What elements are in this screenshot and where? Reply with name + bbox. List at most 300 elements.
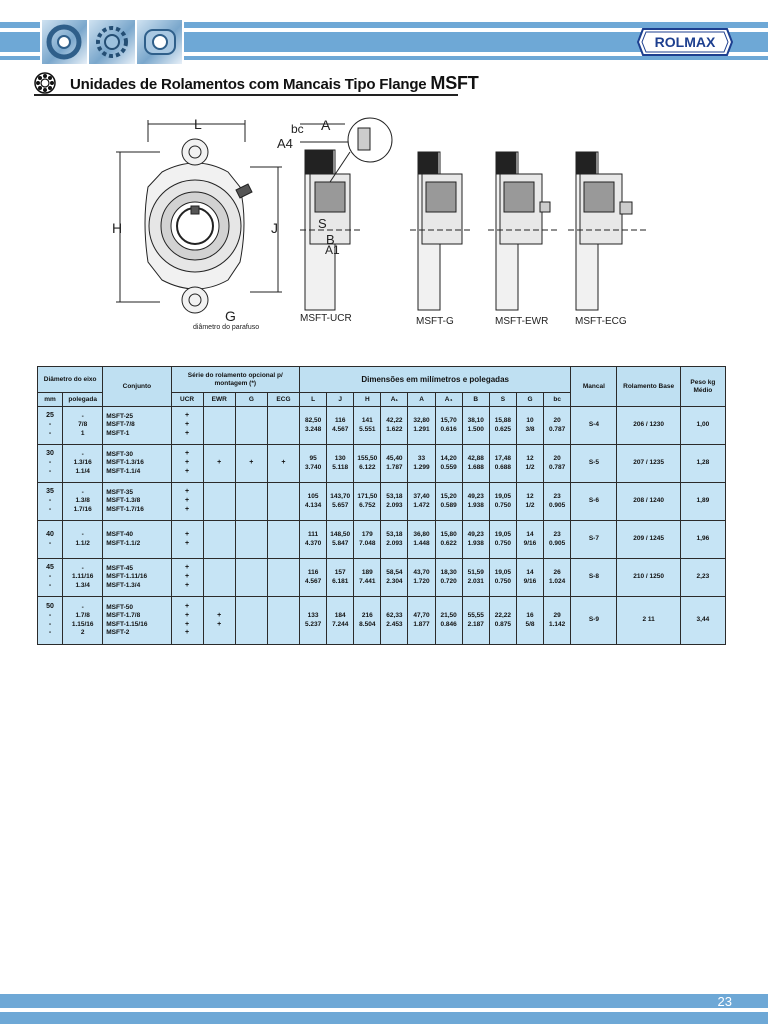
- cell-line: 15,80: [440, 531, 457, 539]
- cell-line: 21,50: [440, 612, 457, 620]
- cell-line: 0.589: [440, 501, 457, 509]
- th-S: S: [489, 393, 516, 407]
- cell-line: 15,70: [440, 417, 457, 425]
- cell-line: 141: [361, 417, 373, 425]
- cell-line: 1.877: [413, 620, 430, 628]
- cell-line: 55,55: [467, 612, 484, 620]
- cell-line: 1.299: [413, 463, 430, 471]
- th-A: A: [408, 393, 435, 407]
- gear-photo: [89, 20, 134, 64]
- cell-line: 20: [553, 417, 561, 425]
- cell-line: 53,18: [386, 493, 403, 501]
- cell-ewr: [203, 483, 235, 521]
- cell-G: [516, 521, 543, 559]
- cell-J: [327, 597, 354, 645]
- technical-drawings: [100, 112, 660, 342]
- cell-ucr: [171, 483, 203, 521]
- cell-set: [103, 407, 171, 445]
- cell-line: 0.622: [440, 539, 457, 547]
- cell-inch: [63, 521, 103, 559]
- cell-line: 0.616: [440, 425, 457, 433]
- cell-bearing: 206 / 1230: [617, 407, 680, 445]
- cell-A: [408, 521, 435, 559]
- cell-L: [300, 445, 327, 483]
- cell-line: 0.559: [440, 463, 457, 471]
- cell-line: 82,50: [304, 417, 322, 425]
- cell-line: -: [81, 604, 84, 612]
- cell-ecg: [267, 407, 299, 445]
- cell-line: -: [48, 429, 52, 437]
- cell-line: -: [48, 459, 52, 467]
- th-dims: Dimensões em milímetros e polegadas: [300, 367, 571, 393]
- cell-line: 133: [307, 612, 319, 620]
- header-photo-strip: [40, 20, 184, 64]
- cell-line: MSFT-1.3/16: [106, 459, 144, 467]
- cell-S: [489, 483, 516, 521]
- cell-line: MSFT-1.15/16: [106, 620, 148, 628]
- cell-mm: [38, 445, 63, 483]
- cell-A4: [435, 407, 462, 445]
- cell-line: -: [48, 581, 52, 589]
- cell-line: +: [185, 603, 190, 610]
- cell-line: 36,80: [413, 531, 430, 539]
- cell-line: 2.453: [386, 620, 403, 628]
- cell-line: 95: [309, 455, 317, 463]
- cell-line: 0.750: [494, 501, 511, 509]
- cell-line: 7.048: [359, 539, 376, 547]
- cell-line: 19,05: [494, 569, 511, 577]
- cell-line: 8.504: [359, 620, 376, 628]
- cell-line: 1.1/2: [75, 539, 90, 547]
- cell-line: 45,40: [386, 455, 403, 463]
- cell-line: -: [48, 629, 52, 637]
- cell-line: 7/8: [78, 421, 88, 429]
- cell-set: [103, 483, 171, 521]
- cell-A: [408, 559, 435, 597]
- cell-weight: 3,44: [680, 597, 725, 645]
- cell-line: 4.567: [332, 425, 349, 433]
- cell-line: 53,18: [386, 531, 403, 539]
- cell-A1: [381, 597, 408, 645]
- cell-line: 15,88: [494, 417, 511, 425]
- cell-line: 1.472: [413, 501, 430, 509]
- cell-A4: [435, 597, 462, 645]
- cell-g-series: [235, 597, 267, 645]
- th-A1: A₁: [381, 393, 408, 407]
- cell-set: [103, 559, 171, 597]
- cell-line: 171,50: [357, 493, 378, 501]
- cell-ewr: [203, 445, 235, 483]
- cell-mm: [38, 483, 63, 521]
- cell-line: +: [185, 467, 190, 475]
- page-number: 23: [717, 994, 732, 1009]
- cell-line: 3/8: [525, 425, 535, 433]
- cell-line: 105: [307, 493, 319, 501]
- cell-A1: [381, 559, 408, 597]
- cell-ucr: [171, 559, 203, 597]
- cell-line: +: [185, 530, 190, 538]
- cell-line: 25: [46, 412, 54, 420]
- model-code: MSFT: [430, 73, 479, 93]
- cell-ucr: [171, 521, 203, 559]
- cell-line: 0.750: [494, 577, 511, 585]
- cell-B: [462, 597, 489, 645]
- cell-S: [489, 521, 516, 559]
- cell-line: +: [185, 620, 190, 628]
- variant-ucr-label: MSFT-UCR: [300, 313, 352, 324]
- cell-A4: [435, 559, 462, 597]
- variant-g-label: MSFT-G: [416, 316, 454, 327]
- cell-mm: [38, 407, 63, 445]
- cell-line: 6.122: [359, 463, 376, 471]
- cell-line: 22,22: [494, 612, 511, 620]
- cell-line: 15,20: [440, 493, 457, 501]
- cell-line: 1.7/8: [75, 612, 90, 620]
- cell-A: [408, 407, 435, 445]
- cell-B: [462, 445, 489, 483]
- cell-line: 7.244: [332, 620, 349, 628]
- cell-inch: [63, 597, 103, 645]
- cell-A4: [435, 521, 462, 559]
- cell-line: 148,50: [330, 531, 351, 539]
- th-shaft-dia: Diâmetro do eixo: [38, 367, 103, 393]
- cell-H: [354, 521, 381, 559]
- cell-housing: S-8: [571, 559, 617, 597]
- cell-ewr: [203, 407, 235, 445]
- cell-S: [489, 597, 516, 645]
- cell-H: [354, 483, 381, 521]
- cell-line: -: [48, 620, 52, 628]
- table-row: [38, 445, 726, 483]
- cell-line: 2.093: [386, 539, 403, 547]
- cell-ewr: [203, 559, 235, 597]
- cell-line: MSFT-1.1/4: [106, 467, 141, 475]
- cell-line: 5.847: [332, 539, 349, 547]
- cell-ucr: [171, 445, 203, 483]
- cell-A: [408, 597, 435, 645]
- th-ewr: EWR: [203, 393, 235, 407]
- cell-line: +: [217, 620, 222, 628]
- dim-A4-label: A4: [277, 136, 293, 151]
- cell-line: 0.846: [440, 620, 457, 628]
- cell-bearing: 2 11: [617, 597, 680, 645]
- cell-line: +: [185, 450, 190, 458]
- dim-A-label: A: [321, 117, 331, 133]
- cell-line: MSFT-1.3/8: [106, 497, 141, 505]
- cell-bc: [544, 559, 571, 597]
- th-J: J: [327, 393, 354, 407]
- cell-A: [408, 445, 435, 483]
- th-housing: Mancal: [571, 367, 617, 407]
- footer-band: [0, 994, 768, 1024]
- cell-set: [103, 597, 171, 645]
- cell-line: 9/16: [523, 539, 537, 547]
- cell-line: +: [185, 459, 190, 467]
- cell-g-series: [235, 483, 267, 521]
- cell-line: 47,70: [413, 612, 430, 620]
- cell-J: [327, 407, 354, 445]
- cell-g-series: [235, 445, 267, 483]
- specs-table-wrap: [37, 366, 726, 646]
- dim-A1-label: A1: [325, 243, 340, 257]
- cell-line: 20: [553, 455, 561, 463]
- cell-line: 1.291: [413, 425, 430, 433]
- cell-line: 6.752: [359, 501, 376, 509]
- cell-inch: [63, 445, 103, 483]
- cell-set: [103, 445, 171, 483]
- cell-inch: [63, 559, 103, 597]
- cell-A4: [435, 445, 462, 483]
- cell-line: MSFT-1.1/2: [106, 539, 141, 547]
- cell-B: [462, 559, 489, 597]
- th-G: G: [516, 393, 543, 407]
- cell-line: 12: [526, 455, 534, 463]
- cell-g-series: [235, 407, 267, 445]
- cell-line: 1.938: [467, 539, 484, 547]
- cell-S: [489, 559, 516, 597]
- cell-g-series: [235, 559, 267, 597]
- table-row: [38, 597, 726, 645]
- dim-L-label: L: [194, 116, 202, 132]
- cell-line: 3.248: [304, 425, 322, 433]
- logo-text: ROLMAX: [654, 34, 716, 50]
- cell-line: +: [185, 412, 190, 420]
- cell-line: 157: [334, 569, 346, 577]
- cell-mm: [38, 559, 63, 597]
- cell-line: 5.551: [359, 425, 376, 433]
- cell-housing: S-6: [571, 483, 617, 521]
- cell-bc: [544, 407, 571, 445]
- cell-line: 42,22: [386, 417, 403, 425]
- cell-mm: [38, 521, 63, 559]
- bearing-icon: [34, 72, 56, 94]
- cell-line: 1.448: [413, 539, 430, 547]
- cell-line: 12: [526, 493, 534, 501]
- cell-G: [516, 407, 543, 445]
- cell-line: MSFT-1.7/8: [106, 612, 141, 620]
- table-row: [38, 483, 726, 521]
- th-mm: mm: [38, 393, 63, 407]
- cell-line: 1.787: [386, 463, 403, 471]
- dim-S-label: S: [318, 216, 327, 231]
- cell-L: [300, 407, 327, 445]
- cell-line: 1: [80, 429, 85, 437]
- cell-line: 37,40: [413, 493, 430, 501]
- cell-line: 179: [361, 531, 373, 539]
- cell-B: [462, 407, 489, 445]
- cell-weight: 1,28: [680, 445, 725, 483]
- cell-line: +: [185, 611, 190, 619]
- cell-line: -: [81, 531, 84, 539]
- dim-H-label: H: [112, 220, 123, 236]
- th-weight: Peso kg Médio: [680, 367, 725, 407]
- cell-line: MSFT-2: [106, 628, 130, 636]
- dim-B-label: B: [326, 232, 335, 247]
- cell-line: +: [185, 429, 190, 437]
- cell-A: [408, 483, 435, 521]
- cell-line: 111: [308, 531, 319, 539]
- cell-line: 17,48: [494, 455, 511, 463]
- cell-line: -: [48, 421, 52, 429]
- cell-inch: [63, 407, 103, 445]
- cell-B: [462, 521, 489, 559]
- cell-ecg: [267, 445, 299, 483]
- th-A4: A₄: [435, 393, 462, 407]
- cell-L: [300, 559, 327, 597]
- cell-line: 51,59: [467, 569, 484, 577]
- cell-line: -: [48, 497, 52, 505]
- dim-bc-label: bc: [291, 122, 304, 136]
- cell-line: 5.657: [332, 501, 349, 509]
- cell-J: [327, 483, 354, 521]
- cell-line: 14: [526, 531, 534, 539]
- cell-H: [354, 559, 381, 597]
- cell-inch: [63, 483, 103, 521]
- th-series: Série do rolamento opcional p/ montagem (*): [171, 367, 300, 393]
- cell-H: [354, 597, 381, 645]
- cell-line: MSFT-1: [106, 429, 130, 437]
- cell-line: 189: [361, 569, 373, 577]
- cell-line: +: [185, 629, 190, 637]
- cell-line: 29: [553, 612, 561, 620]
- cell-ecg: [267, 521, 299, 559]
- cell-line: +: [185, 581, 190, 589]
- cell-line: 4.370: [304, 539, 322, 547]
- table-row: [38, 407, 726, 445]
- cell-weight: 1,00: [680, 407, 725, 445]
- cell-line: +: [185, 564, 190, 572]
- variant-ecg-label: MSFT-ECG: [575, 316, 627, 327]
- cell-line: 50: [46, 603, 54, 610]
- cell-line: 4.567: [304, 577, 322, 585]
- cell-line: 2.187: [467, 620, 484, 628]
- cell-weight: 2,23: [680, 559, 725, 597]
- cell-ucr: [171, 597, 203, 645]
- cell-line: 0.905: [549, 539, 566, 547]
- cell-line: 26: [553, 569, 561, 577]
- cell-line: 0.905: [549, 501, 566, 509]
- cell-line: +: [185, 573, 190, 581]
- cell-line: 14,20: [440, 455, 457, 463]
- cell-line: 0.875: [494, 620, 511, 628]
- th-L: L: [300, 393, 327, 407]
- cell-housing: S-7: [571, 521, 617, 559]
- cell-g-series: [235, 521, 267, 559]
- cell-L: [300, 597, 327, 645]
- cell-bearing: 208 / 1240: [617, 483, 680, 521]
- cell-line: 155,50: [357, 455, 378, 463]
- cell-line: 1.024: [549, 577, 566, 585]
- cell-ewr: [203, 597, 235, 645]
- cell-bearing: 210 / 1250: [617, 559, 680, 597]
- cell-line: -: [81, 451, 84, 459]
- cell-line: 10: [526, 417, 534, 425]
- drawing-lines: [100, 112, 660, 342]
- th-ecg: ECG: [267, 393, 299, 407]
- cell-line: 1.688: [467, 463, 484, 471]
- cell-line: 1.142: [549, 620, 566, 628]
- cell-H: [354, 445, 381, 483]
- cell-line: 7.441: [359, 577, 376, 585]
- cell-G: [516, 445, 543, 483]
- cell-J: [327, 559, 354, 597]
- cell-line: 1.622: [386, 425, 403, 433]
- cell-line: 49,23: [467, 493, 484, 501]
- cell-line: 116: [307, 569, 319, 577]
- cell-line: 30: [46, 450, 54, 458]
- rolmax-logo: [637, 27, 733, 57]
- cell-line: -: [48, 573, 52, 581]
- cell-line: 216: [361, 612, 373, 620]
- cell-line: -: [81, 489, 84, 497]
- cell-line: 33: [417, 455, 426, 463]
- cell-G: [516, 483, 543, 521]
- cell-line: 40: [46, 530, 54, 538]
- cell-mm: [38, 597, 63, 645]
- th-H: H: [354, 393, 381, 407]
- cell-A1: [381, 521, 408, 559]
- cell-line: 5.118: [332, 463, 349, 471]
- cell-line: +: [217, 459, 222, 467]
- cell-line: MSFT-35: [106, 489, 133, 497]
- cell-line: 1.7/16: [73, 505, 92, 513]
- cell-line: 18,30: [440, 569, 457, 577]
- cell-line: 130: [334, 455, 346, 463]
- cell-housing: S-5: [571, 445, 617, 483]
- cell-S: [489, 407, 516, 445]
- cell-line: 23: [553, 531, 561, 539]
- cell-line: 1/2: [525, 501, 535, 509]
- cell-L: [300, 483, 327, 521]
- cell-line: +: [185, 505, 190, 513]
- cell-H: [354, 407, 381, 445]
- cell-ucr: [171, 407, 203, 445]
- cell-line: MSFT-7/8: [106, 421, 135, 429]
- cell-line: 42,88: [467, 455, 484, 463]
- cell-line: 49,23: [467, 531, 484, 539]
- cell-line: 143,70: [330, 493, 351, 501]
- cell-A1: [381, 407, 408, 445]
- cell-line: +: [217, 611, 222, 619]
- cell-line: 62,33: [386, 612, 403, 620]
- cell-line: 1.500: [467, 425, 484, 433]
- cell-S: [489, 445, 516, 483]
- cell-line: +: [185, 539, 190, 547]
- cell-L: [300, 521, 327, 559]
- housing-photo: [137, 20, 182, 64]
- cell-bc: [544, 483, 571, 521]
- cell-line: +: [185, 497, 190, 505]
- cell-A1: [381, 445, 408, 483]
- cell-line: 0.625: [494, 425, 511, 433]
- th-bearing: Rolamento Base: [617, 367, 680, 407]
- table-row: [38, 521, 726, 559]
- cell-line: 0.787: [549, 425, 566, 433]
- cell-line: 4.134: [304, 501, 322, 509]
- cell-line: MSFT-40: [106, 531, 133, 539]
- cell-line: 6.181: [332, 577, 349, 585]
- cell-line: 32,80: [413, 417, 430, 425]
- cell-line: 14: [526, 569, 534, 577]
- cell-line: +: [185, 421, 190, 429]
- bolt-diameter-label: diâmetro do parafuso: [193, 324, 260, 331]
- cell-line: 58,54: [386, 569, 403, 577]
- cell-weight: 1,89: [680, 483, 725, 521]
- cell-line: 1.938: [467, 501, 484, 509]
- cell-G: [516, 597, 543, 645]
- cell-ecg: [267, 597, 299, 645]
- cell-bc: [544, 597, 571, 645]
